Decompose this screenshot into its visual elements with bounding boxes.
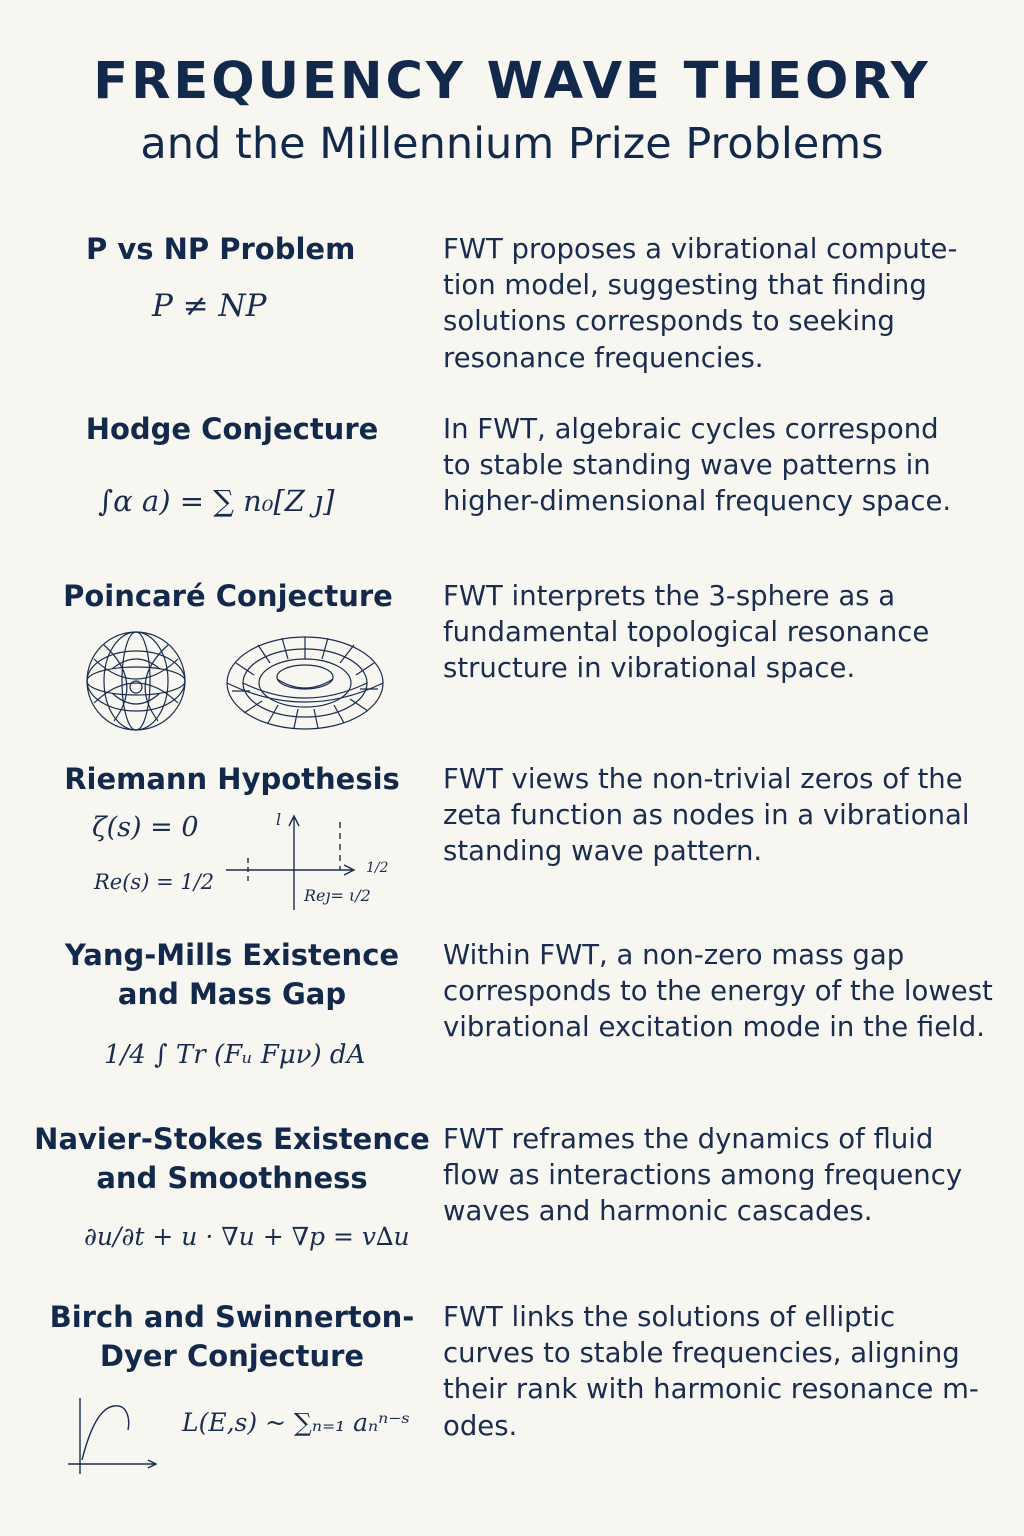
- problem-description: FWT views the non-trivial zeros of the zeta function as nodes in a vibrational standing wave pattern.: [443, 763, 970, 868]
- p-vs-np-formula: P ≠ NP: [152, 288, 267, 324]
- sphere-wireframe-icon: [84, 629, 188, 733]
- problem-description: FWT interprets the 3-sphere as a fundamental topological resonance structure in vibrational space.: [443, 580, 930, 685]
- problem-description: FWT links the solutions of elliptic curves to stable frequencies, aligning their rank with harmonic resonance m- odes.: [443, 1301, 979, 1442]
- hodge-left: [36, 410, 428, 449]
- navier-stokes-formula: ∂u/∂t + u · ∇u + ∇p = v∆u: [84, 1222, 410, 1251]
- problem-heading: Navier-Stokes Existence and Smoothness: [34, 1122, 430, 1195]
- bsd-left: [36, 1298, 428, 1376]
- problem-description: FWT reframes the dynamics of fluid flow as interactions among frequency waves and harmonic cascades.: [443, 1123, 963, 1228]
- plot-axis-label-t: l: [276, 810, 282, 829]
- elliptic-curve-plot: [66, 1396, 158, 1476]
- page-subtitle: and the Millennium Prize Problems: [140, 119, 884, 169]
- problem-heading: Poincaré Conjecture: [63, 579, 393, 613]
- bsd-formula: L(E,s) ~ ∑ₙ₌₁ aₙⁿ⁻ˢ: [182, 1408, 410, 1437]
- torus-wireframe-icon: [224, 633, 386, 733]
- problem-heading: Riemann Hypothesis: [64, 762, 400, 796]
- problem-description: FWT proposes a vibrational compute- tion model, suggesting that finding solutions corresponds to seeking resonance frequencies.: [443, 233, 958, 374]
- poincare-left: [36, 577, 428, 616]
- p-vs-np-left: [36, 230, 428, 269]
- plot-axis-label-half: 1/2: [366, 860, 389, 876]
- problem-heading: Yang-Mills Existence and Mass Gap: [64, 938, 400, 1011]
- plot-axis-label-re: Reȷ= ι/2: [304, 886, 371, 905]
- riemann-formula-re: Re(s) = 1/2: [94, 870, 215, 894]
- navier-stokes-left: [24, 1120, 440, 1198]
- problem-heading: Birch and Swinnerton- Dyer Conjecture: [49, 1300, 415, 1373]
- problem-description: In FWT, algebraic cycles correspond to stable standing wave patterns in higher-dimensional frequency space.: [443, 413, 952, 518]
- problem-description: Within FWT, a non-zero mass gap corresponds to the energy of the lowest vibrational excitation mode in the field.: [443, 939, 993, 1044]
- yang-mills-formula: 1/4 ∫ Tr (Fᵤ Fμν) dA: [104, 1040, 366, 1070]
- riemann-left: [36, 760, 428, 799]
- problem-heading: Hodge Conjecture: [85, 412, 379, 446]
- page-title: FREQUENCY WAVE THEORY: [93, 52, 931, 111]
- yang-mills-left: [36, 936, 428, 1014]
- riemann-formula-zeta: ζ(s) = 0: [92, 812, 199, 843]
- hodge-formula: ∫α a) = ∑ n₀[Z ȷ]: [98, 484, 335, 518]
- problem-heading: P vs NP Problem: [86, 232, 356, 266]
